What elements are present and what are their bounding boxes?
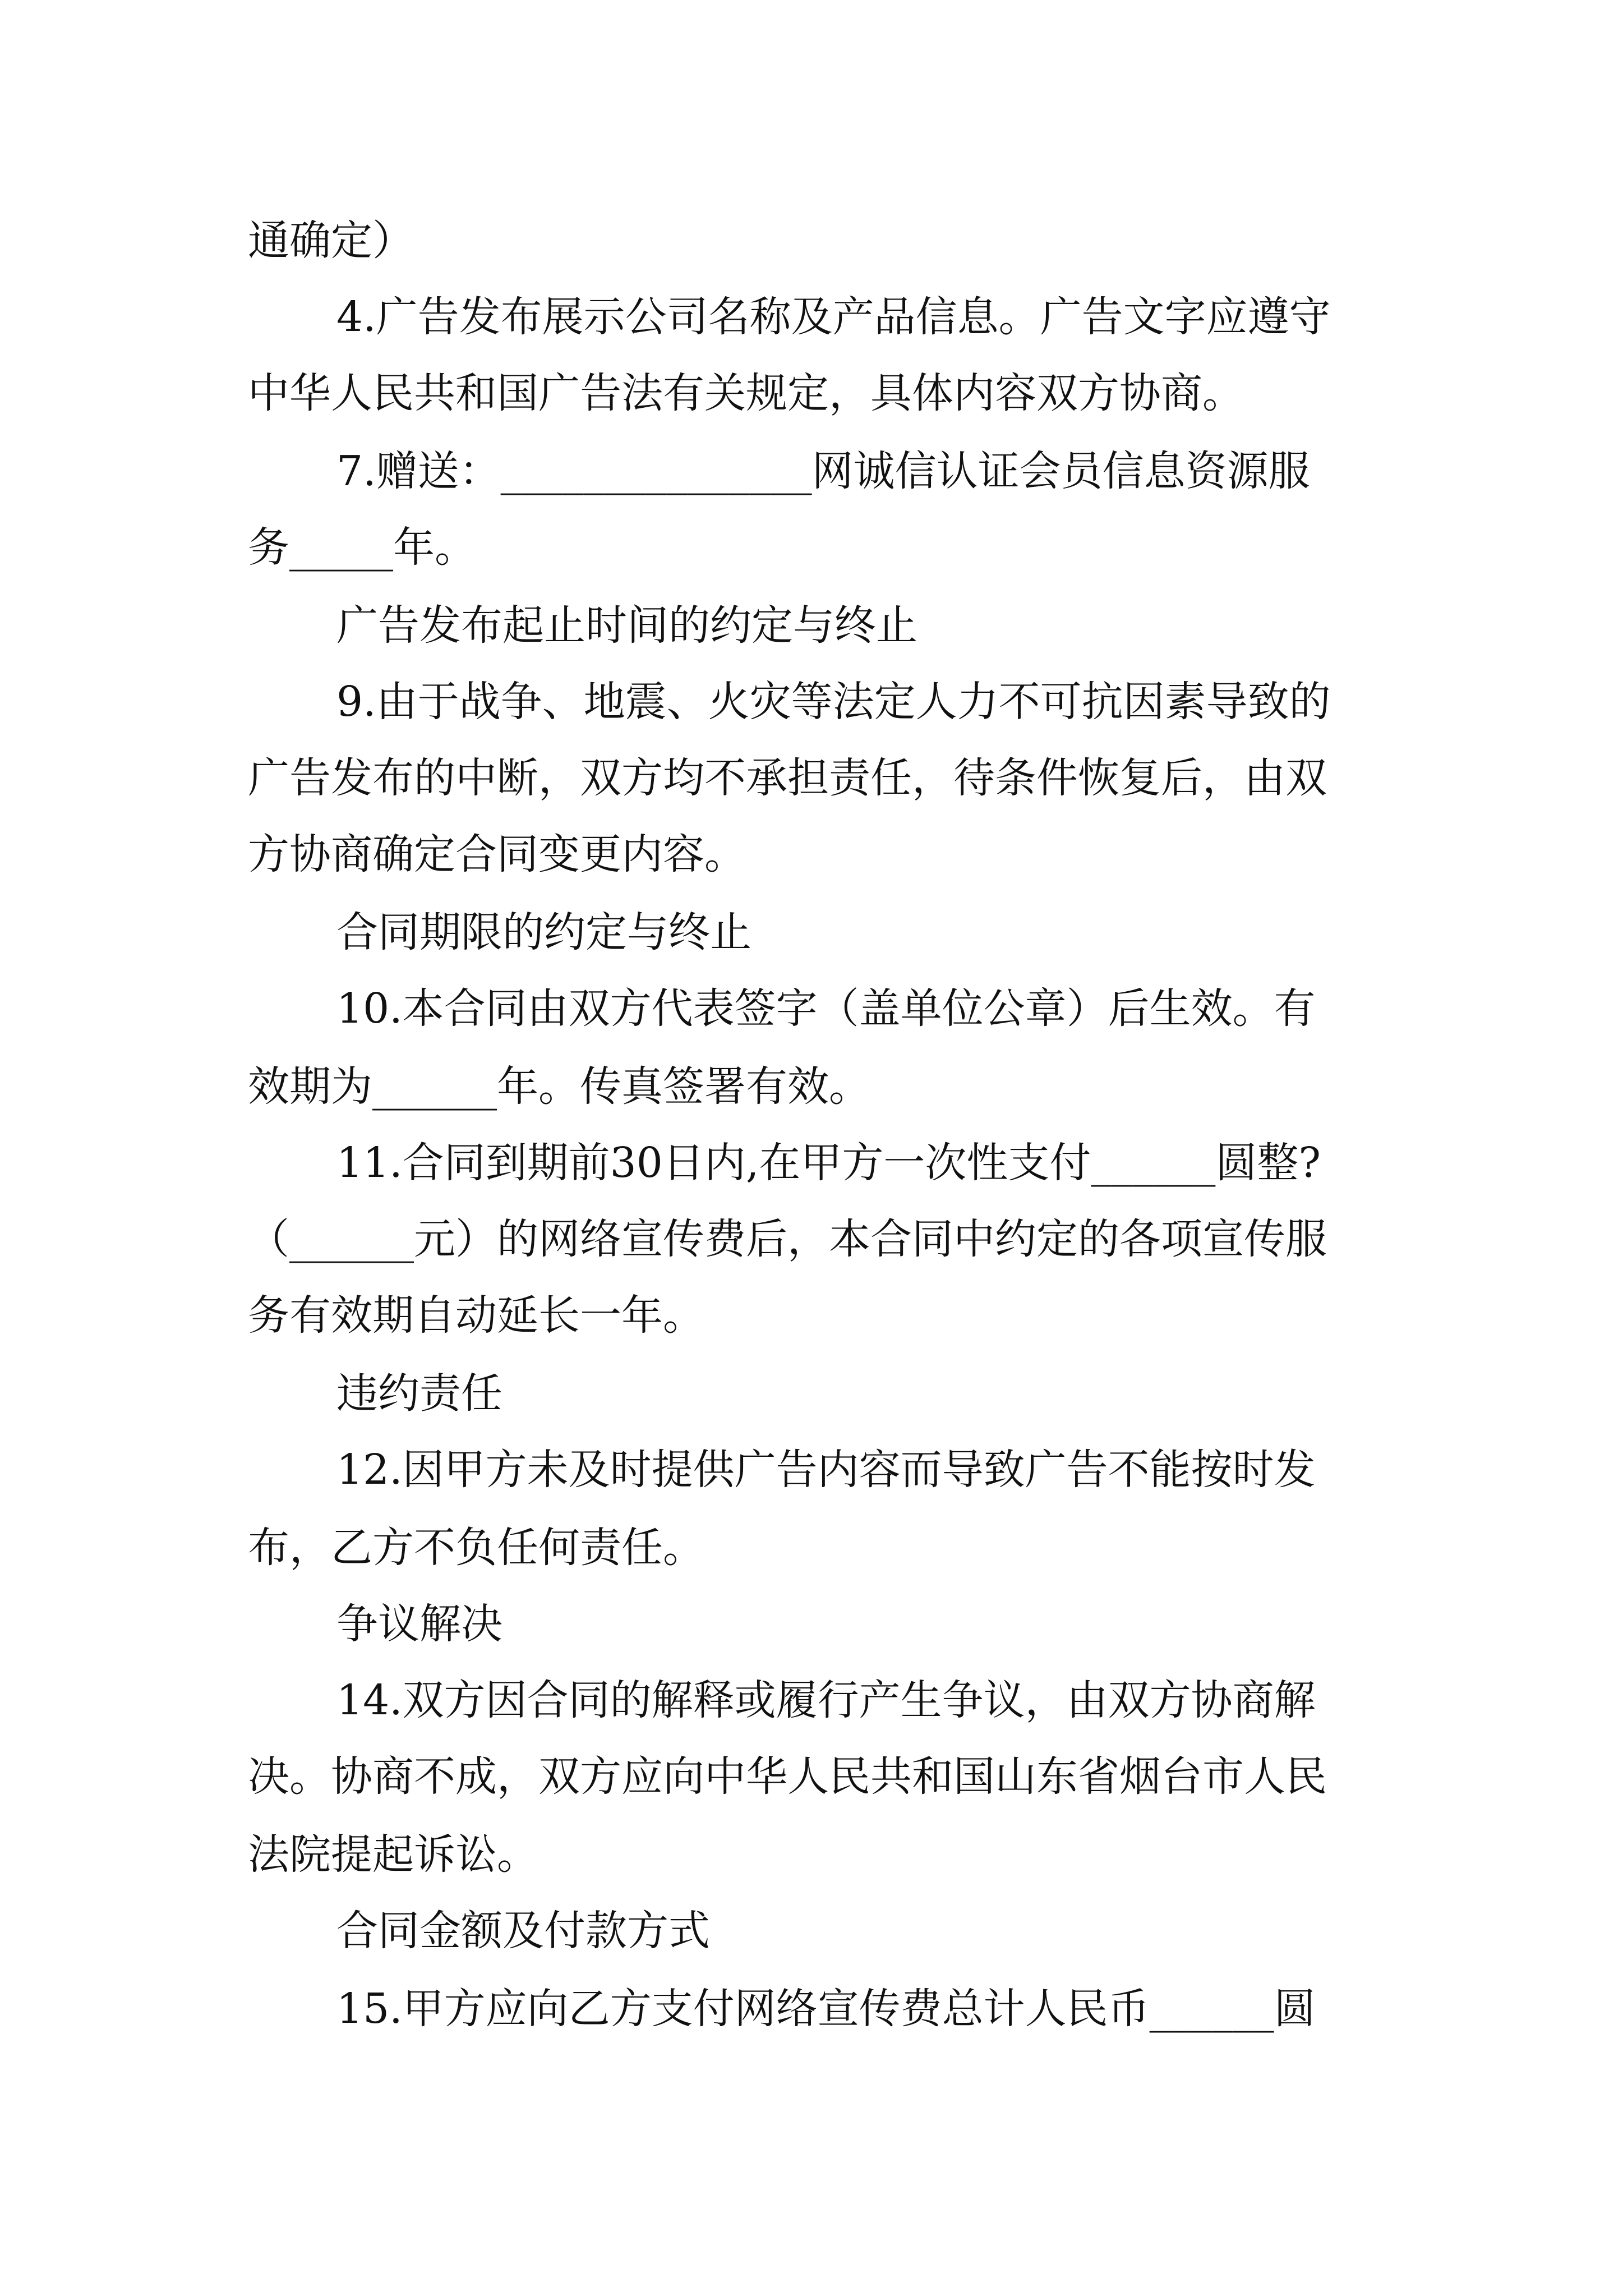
section-heading: 合同金额及付款方式	[336, 1907, 710, 1955]
clause-11-line-3: 务有效期自动延长一年。	[248, 1291, 704, 1340]
clause-9-line-1: 9.由于战争、地震、火灾等法定人力不可抗因素导致的	[336, 678, 1331, 726]
section-heading: 合同期限的约定与终止	[336, 908, 751, 956]
clause-14-line-3: 法院提起诉讼。	[248, 1830, 538, 1879]
clause-9-line-2: 广告发布的中断，双方均不承担责任，待条件恢复后，由双	[248, 754, 1327, 802]
clause-4-line-1: 4.广告发布展示公司名称及产品信息。广告文字应遵守	[336, 293, 1331, 341]
section-heading: 广告发布起止时间的约定与终止	[336, 601, 917, 650]
clause-4-line-2: 中华人民共和国广告法有关规定，具体内容双方协商。	[248, 369, 1244, 417]
clause-9-line-3: 方协商确定合同变更内容。	[248, 830, 746, 878]
section-heading: 争议解决	[336, 1600, 502, 1648]
clause-15-line-1: 15.甲方应向乙方支付网络宣传费总计人民币______圆	[336, 1985, 1316, 2033]
paragraph-continuation: 通确定）	[248, 217, 414, 265]
clause-7-line-1: 7.赠送：_______________网诚信认证会员信息资源服	[336, 447, 1310, 495]
clause-10-line-1: 10.本合同由双方代表签字（盖单位公章）后生效。有	[336, 984, 1316, 1033]
clause-14-line-2: 决。协商不成，双方应向中华人民共和国山东省烟台市人民	[248, 1752, 1327, 1801]
clause-11-line-2: （______元）的网络宣传费后，本合同中约定的各项宣传服	[248, 1215, 1327, 1263]
clause-14-line-1: 14.双方因合同的解释或履行产生争议，由双方协商解	[336, 1676, 1316, 1724]
clause-10-line-2: 效期为______年。传真签署有效。	[248, 1062, 870, 1111]
section-heading: 违约责任	[336, 1369, 502, 1418]
clause-11-line-1: 11.合同到期前30日内,在甲方一次性支付______圆整?	[336, 1139, 1321, 1187]
clause-12-line-2: 布，乙方不负任何责任。	[248, 1524, 704, 1572]
clause-7-line-2: 务_____年。	[248, 523, 476, 572]
clause-12-line-1: 12.因甲方未及时提供广告内容而导致广告不能按时发	[336, 1446, 1316, 1494]
